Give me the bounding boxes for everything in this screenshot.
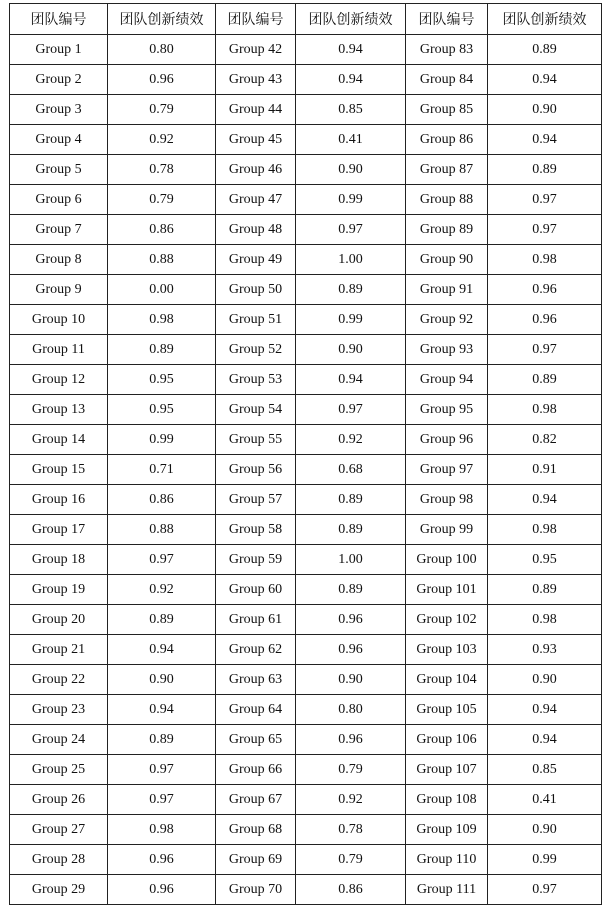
team-id-cell: Group 10 bbox=[10, 305, 108, 335]
performance-cell: 0.88 bbox=[108, 245, 216, 275]
team-id-cell: Group 104 bbox=[406, 665, 488, 695]
header-innovation-performance: 团队创新绩效 bbox=[296, 4, 406, 35]
performance-cell: 0.92 bbox=[108, 575, 216, 605]
performance-cell: 0.90 bbox=[296, 155, 406, 185]
performance-cell: 0.97 bbox=[108, 785, 216, 815]
team-id-cell: Group 4 bbox=[10, 125, 108, 155]
table-row bbox=[10, 245, 602, 275]
team-id-cell: Group 25 bbox=[10, 755, 108, 785]
team-id-cell: Group 65 bbox=[216, 725, 296, 755]
table-row bbox=[10, 755, 602, 785]
header-team-id: 团队编号 bbox=[406, 4, 488, 35]
performance-cell: 0.90 bbox=[296, 335, 406, 365]
team-id-cell: Group 12 bbox=[10, 365, 108, 395]
performance-cell: 0.96 bbox=[296, 635, 406, 665]
team-id-cell: Group 19 bbox=[10, 575, 108, 605]
team-id-cell: Group 21 bbox=[10, 635, 108, 665]
header-team-id: 团队编号 bbox=[216, 4, 296, 35]
performance-cell: 0.94 bbox=[296, 35, 406, 65]
team-id-cell: Group 13 bbox=[10, 395, 108, 425]
table-row bbox=[10, 335, 602, 365]
performance-cell: 0.94 bbox=[296, 65, 406, 95]
performance-cell: 0.78 bbox=[296, 815, 406, 845]
team-id-cell: Group 60 bbox=[216, 575, 296, 605]
table-row bbox=[10, 815, 602, 845]
team-id-cell: Group 9 bbox=[10, 275, 108, 305]
team-id-cell: Group 28 bbox=[10, 845, 108, 875]
table-row bbox=[10, 545, 602, 575]
team-id-cell: Group 64 bbox=[216, 695, 296, 725]
performance-cell: 0.80 bbox=[108, 35, 216, 65]
performance-cell: 0.98 bbox=[488, 245, 602, 275]
team-id-cell: Group 51 bbox=[216, 305, 296, 335]
table-row bbox=[10, 725, 602, 755]
performance-cell: 0.89 bbox=[488, 35, 602, 65]
performance-cell: 0.96 bbox=[108, 875, 216, 905]
team-id-cell: Group 5 bbox=[10, 155, 108, 185]
team-id-cell: Group 89 bbox=[406, 215, 488, 245]
team-id-cell: Group 108 bbox=[406, 785, 488, 815]
team-id-cell: Group 53 bbox=[216, 365, 296, 395]
team-id-cell: Group 17 bbox=[10, 515, 108, 545]
team-id-cell: Group 50 bbox=[216, 275, 296, 305]
team-id-cell: Group 88 bbox=[406, 185, 488, 215]
performance-cell: 0.89 bbox=[296, 275, 406, 305]
performance-cell: 0.90 bbox=[488, 815, 602, 845]
performance-cell: 0.68 bbox=[296, 455, 406, 485]
team-id-cell: Group 95 bbox=[406, 395, 488, 425]
team-id-cell: Group 2 bbox=[10, 65, 108, 95]
performance-cell: 0.89 bbox=[108, 725, 216, 755]
performance-cell: 0.79 bbox=[296, 845, 406, 875]
table-row bbox=[10, 515, 602, 545]
performance-cell: 0.99 bbox=[108, 425, 216, 455]
team-id-cell: Group 102 bbox=[406, 605, 488, 635]
performance-cell: 0.97 bbox=[296, 215, 406, 245]
team-id-cell: Group 105 bbox=[406, 695, 488, 725]
team-id-cell: Group 97 bbox=[406, 455, 488, 485]
table-row bbox=[10, 605, 602, 635]
table-row bbox=[10, 215, 602, 245]
performance-cell: 0.89 bbox=[488, 365, 602, 395]
table-row bbox=[10, 125, 602, 155]
table-row bbox=[10, 455, 602, 485]
performance-cell: 0.98 bbox=[488, 395, 602, 425]
table-row bbox=[10, 305, 602, 335]
performance-cell: 0.91 bbox=[488, 455, 602, 485]
performance-cell: 0.78 bbox=[108, 155, 216, 185]
performance-cell: 1.00 bbox=[296, 245, 406, 275]
performance-cell: 0.98 bbox=[108, 305, 216, 335]
performance-cell: 0.86 bbox=[296, 875, 406, 905]
performance-cell: 0.96 bbox=[296, 725, 406, 755]
table-row bbox=[10, 875, 602, 905]
team-id-cell: Group 27 bbox=[10, 815, 108, 845]
team-id-cell: Group 66 bbox=[216, 755, 296, 785]
performance-cell: 0.89 bbox=[296, 485, 406, 515]
performance-cell: 0.97 bbox=[488, 875, 602, 905]
team-id-cell: Group 26 bbox=[10, 785, 108, 815]
team-id-cell: Group 94 bbox=[406, 365, 488, 395]
performance-cell: 0.90 bbox=[296, 665, 406, 695]
performance-cell: 0.89 bbox=[488, 155, 602, 185]
team-id-cell: Group 91 bbox=[406, 275, 488, 305]
team-id-cell: Group 86 bbox=[406, 125, 488, 155]
team-id-cell: Group 68 bbox=[216, 815, 296, 845]
team-id-cell: Group 62 bbox=[216, 635, 296, 665]
performance-cell: 0.89 bbox=[108, 605, 216, 635]
performance-cell: 0.90 bbox=[488, 95, 602, 125]
team-id-cell: Group 92 bbox=[406, 305, 488, 335]
table-row bbox=[10, 665, 602, 695]
header-row bbox=[10, 4, 602, 35]
team-id-cell: Group 99 bbox=[406, 515, 488, 545]
team-id-cell: Group 70 bbox=[216, 875, 296, 905]
performance-cell: 0.94 bbox=[108, 635, 216, 665]
performance-cell: 0.93 bbox=[488, 635, 602, 665]
performance-cell: 0.94 bbox=[108, 695, 216, 725]
performance-cell: 0.94 bbox=[488, 695, 602, 725]
performance-cell: 0.79 bbox=[296, 755, 406, 785]
team-id-cell: Group 47 bbox=[216, 185, 296, 215]
performance-cell: 0.96 bbox=[488, 275, 602, 305]
team-id-cell: Group 44 bbox=[216, 95, 296, 125]
performance-cell: 0.88 bbox=[108, 515, 216, 545]
performance-cell: 0.92 bbox=[296, 425, 406, 455]
table-row bbox=[10, 275, 602, 305]
team-id-cell: Group 109 bbox=[406, 815, 488, 845]
team-id-cell: Group 11 bbox=[10, 335, 108, 365]
performance-cell: 0.82 bbox=[488, 425, 602, 455]
performance-cell: 0.85 bbox=[488, 755, 602, 785]
table-row bbox=[10, 185, 602, 215]
team-id-cell: Group 107 bbox=[406, 755, 488, 785]
performance-cell: 0.89 bbox=[108, 335, 216, 365]
performance-cell: 0.92 bbox=[108, 125, 216, 155]
team-id-cell: Group 63 bbox=[216, 665, 296, 695]
team-id-cell: Group 16 bbox=[10, 485, 108, 515]
team-id-cell: Group 43 bbox=[216, 65, 296, 95]
team-performance-table bbox=[9, 3, 602, 905]
performance-cell: 0.85 bbox=[296, 95, 406, 125]
team-id-cell: Group 46 bbox=[216, 155, 296, 185]
team-id-cell: Group 1 bbox=[10, 35, 108, 65]
team-id-cell: Group 59 bbox=[216, 545, 296, 575]
performance-cell: 0.98 bbox=[488, 515, 602, 545]
performance-cell: 0.94 bbox=[488, 65, 602, 95]
performance-cell: 0.98 bbox=[488, 605, 602, 635]
performance-cell: 0.90 bbox=[108, 665, 216, 695]
team-id-cell: Group 8 bbox=[10, 245, 108, 275]
header-innovation-performance: 团队创新绩效 bbox=[108, 4, 216, 35]
table-row bbox=[10, 695, 602, 725]
table-row bbox=[10, 65, 602, 95]
team-id-cell: Group 20 bbox=[10, 605, 108, 635]
team-id-cell: Group 15 bbox=[10, 455, 108, 485]
performance-cell: 0.96 bbox=[488, 305, 602, 335]
team-id-cell: Group 90 bbox=[406, 245, 488, 275]
team-id-cell: Group 61 bbox=[216, 605, 296, 635]
performance-cell: 0.79 bbox=[108, 185, 216, 215]
performance-cell: 0.94 bbox=[488, 125, 602, 155]
performance-cell: 0.95 bbox=[108, 395, 216, 425]
team-id-cell: Group 111 bbox=[406, 875, 488, 905]
table-row bbox=[10, 485, 602, 515]
team-id-cell: Group 93 bbox=[406, 335, 488, 365]
performance-cell: 0.94 bbox=[296, 365, 406, 395]
performance-cell: 0.94 bbox=[488, 725, 602, 755]
team-id-cell: Group 96 bbox=[406, 425, 488, 455]
performance-cell: 0.71 bbox=[108, 455, 216, 485]
team-id-cell: Group 6 bbox=[10, 185, 108, 215]
performance-cell: 0.86 bbox=[108, 215, 216, 245]
team-id-cell: Group 23 bbox=[10, 695, 108, 725]
team-id-cell: Group 24 bbox=[10, 725, 108, 755]
table-row bbox=[10, 575, 602, 605]
header-innovation-performance: 团队创新绩效 bbox=[488, 4, 602, 35]
table-row bbox=[10, 35, 602, 65]
performance-cell: 0.99 bbox=[488, 845, 602, 875]
table-row bbox=[10, 95, 602, 125]
performance-cell: 0.94 bbox=[488, 485, 602, 515]
team-id-cell: Group 85 bbox=[406, 95, 488, 125]
performance-cell: 1.00 bbox=[296, 545, 406, 575]
team-id-cell: Group 29 bbox=[10, 875, 108, 905]
performance-cell: 0.95 bbox=[108, 365, 216, 395]
performance-cell: 0.86 bbox=[108, 485, 216, 515]
performance-cell: 0.98 bbox=[108, 815, 216, 845]
team-id-cell: Group 110 bbox=[406, 845, 488, 875]
table-row bbox=[10, 155, 602, 185]
team-id-cell: Group 49 bbox=[216, 245, 296, 275]
team-id-cell: Group 52 bbox=[216, 335, 296, 365]
performance-cell: 0.89 bbox=[296, 575, 406, 605]
performance-cell: 0.96 bbox=[108, 845, 216, 875]
team-id-cell: Group 48 bbox=[216, 215, 296, 245]
team-id-cell: Group 56 bbox=[216, 455, 296, 485]
team-id-cell: Group 22 bbox=[10, 665, 108, 695]
performance-cell: 0.97 bbox=[108, 755, 216, 785]
performance-cell: 0.00 bbox=[108, 275, 216, 305]
performance-cell: 0.89 bbox=[296, 515, 406, 545]
team-id-cell: Group 3 bbox=[10, 95, 108, 125]
team-id-cell: Group 101 bbox=[406, 575, 488, 605]
performance-cell: 0.89 bbox=[488, 575, 602, 605]
performance-cell: 0.96 bbox=[296, 605, 406, 635]
team-id-cell: Group 55 bbox=[216, 425, 296, 455]
performance-cell: 0.80 bbox=[296, 695, 406, 725]
team-id-cell: Group 14 bbox=[10, 425, 108, 455]
table-row bbox=[10, 425, 602, 455]
team-id-cell: Group 100 bbox=[406, 545, 488, 575]
performance-cell: 0.99 bbox=[296, 185, 406, 215]
performance-cell: 0.97 bbox=[488, 215, 602, 245]
performance-cell: 0.90 bbox=[488, 665, 602, 695]
performance-cell: 0.96 bbox=[108, 65, 216, 95]
team-id-cell: Group 45 bbox=[216, 125, 296, 155]
performance-cell: 0.99 bbox=[296, 305, 406, 335]
team-id-cell: Group 103 bbox=[406, 635, 488, 665]
performance-cell: 0.97 bbox=[488, 335, 602, 365]
table-row bbox=[10, 785, 602, 815]
performance-cell: 0.95 bbox=[488, 545, 602, 575]
team-id-cell: Group 57 bbox=[216, 485, 296, 515]
performance-cell: 0.97 bbox=[108, 545, 216, 575]
performance-cell: 0.97 bbox=[296, 395, 406, 425]
performance-table-container bbox=[9, 3, 602, 905]
team-id-cell: Group 87 bbox=[406, 155, 488, 185]
team-id-cell: Group 58 bbox=[216, 515, 296, 545]
team-id-cell: Group 54 bbox=[216, 395, 296, 425]
team-id-cell: Group 98 bbox=[406, 485, 488, 515]
team-id-cell: Group 18 bbox=[10, 545, 108, 575]
table-row bbox=[10, 635, 602, 665]
performance-cell: 0.41 bbox=[296, 125, 406, 155]
performance-cell: 0.92 bbox=[296, 785, 406, 815]
table-row bbox=[10, 395, 602, 425]
team-id-cell: Group 42 bbox=[216, 35, 296, 65]
performance-cell: 0.79 bbox=[108, 95, 216, 125]
table-row bbox=[10, 845, 602, 875]
team-id-cell: Group 84 bbox=[406, 65, 488, 95]
header-team-id: 团队编号 bbox=[10, 4, 108, 35]
team-id-cell: Group 106 bbox=[406, 725, 488, 755]
team-id-cell: Group 69 bbox=[216, 845, 296, 875]
table-row bbox=[10, 365, 602, 395]
team-id-cell: Group 83 bbox=[406, 35, 488, 65]
team-id-cell: Group 7 bbox=[10, 215, 108, 245]
performance-cell: 0.97 bbox=[488, 185, 602, 215]
team-id-cell: Group 67 bbox=[216, 785, 296, 815]
performance-cell: 0.41 bbox=[488, 785, 602, 815]
